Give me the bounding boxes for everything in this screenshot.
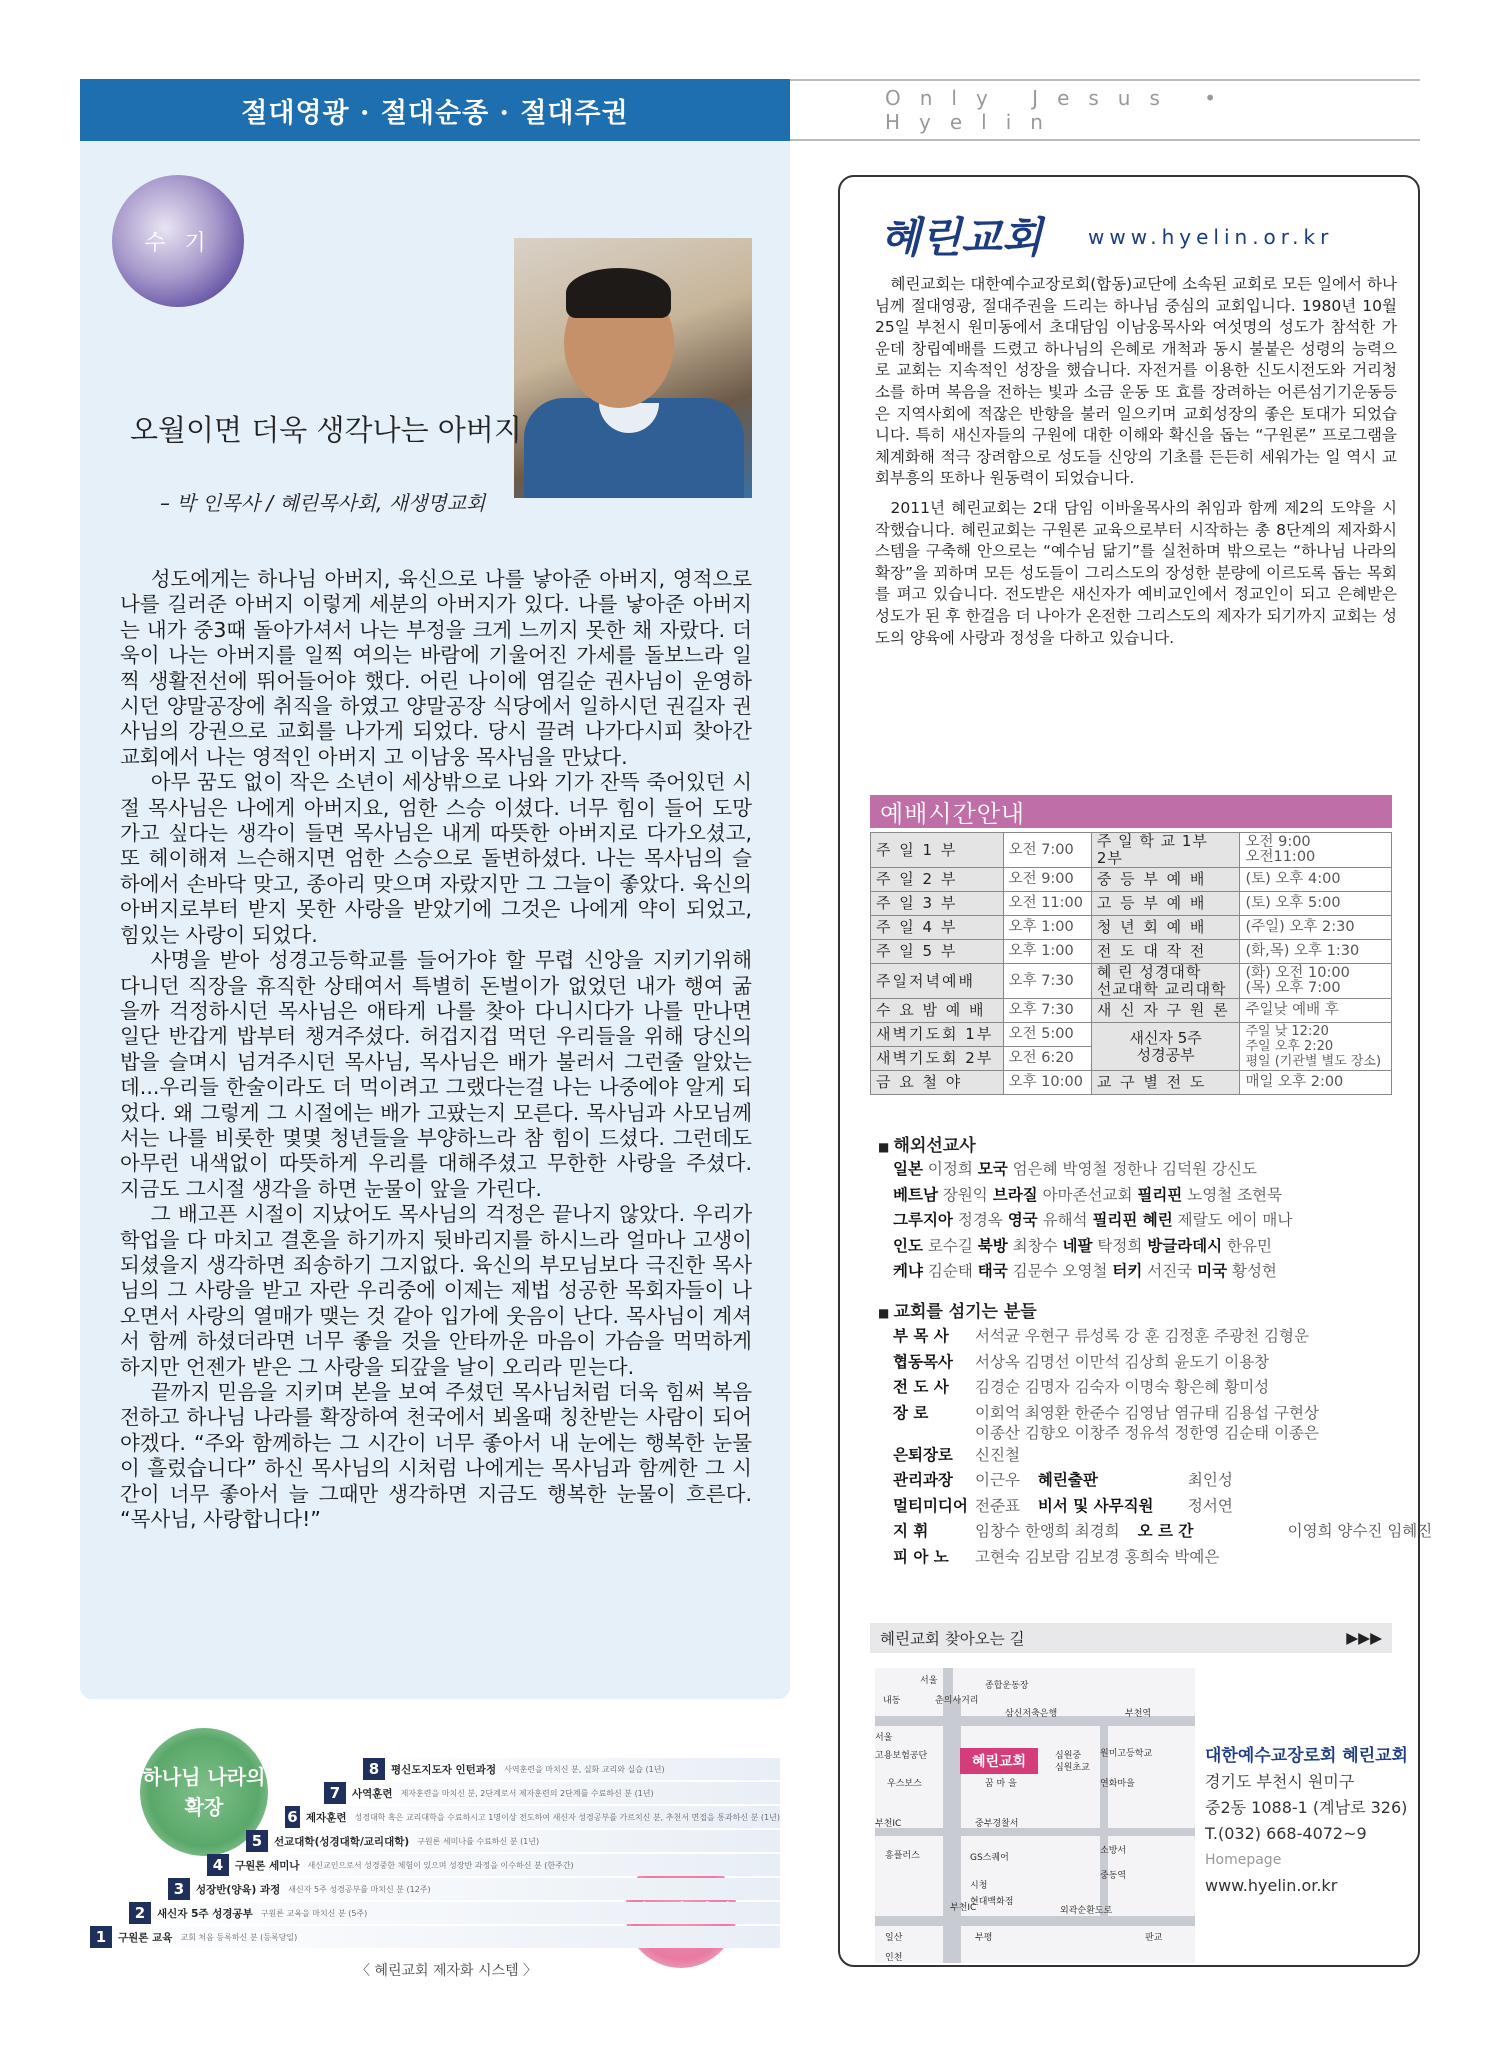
author-photo — [514, 238, 752, 498]
staff-role: 오 르 간 — [1137, 1522, 1194, 1540]
service-time: 주일 낮 12:20 주일 오후 2:20 평일 (기관별 별도 장소) — [1240, 1023, 1392, 1071]
staff-line — [893, 1350, 1432, 1376]
step-number: 4 — [207, 1854, 229, 1876]
map-label: 우스보스 — [887, 1779, 922, 1789]
staff-line — [893, 1375, 1432, 1401]
staff-names: 김경순 김명자 김숙자 이명숙 황은혜 황미성 — [975, 1378, 1270, 1396]
missionary-line — [893, 1183, 1292, 1209]
essay-body — [120, 567, 752, 1532]
missionary-line — [893, 1259, 1292, 1285]
missionary-names: 노영철 조현묵 — [1187, 1185, 1282, 1204]
step-name: 평신도지도자 인턴과정 — [391, 1763, 497, 1776]
ladder-step — [246, 1830, 780, 1852]
map-label: 판교 — [1145, 1933, 1163, 1943]
church-url[interactable]: www.hyelin.or.kr — [1088, 225, 1334, 249]
service-name: 새신자 5주 성경공부 — [1091, 1023, 1240, 1071]
map-label: 삼신저축은행 — [1005, 1709, 1058, 1719]
ladder-step — [129, 1902, 780, 1924]
missionary-names: 김문수 오영철 — [1012, 1262, 1108, 1280]
essay-byline: – 박 인목사 / 혜린목사회, 새생명교회 — [160, 491, 486, 515]
essay-paragraph: 사명을 받아 성경고등학교를 들어가야 할 무렵 신앙을 지키기위해 다니던 직장을 휴직한 상태여서 특별히 돈벌이가 없었던 내가 행여 굶을까 걱정하시던 목사님은 애타게 나를 찾아 다니시다가 나를 만나면 일단 반갑게 밥부터 챙겨주셨다. 허겁지겁 먹던 우리들을 위해 당신의 밥을 슬며시 넘겨주시던 목사님, 목사님은 배가 불러서 그런줄 알았는데...우리들 한술이라도 더 먹이려고 그랬다는걸 나는 나중에야 알게 되었다. 왜 그렇게 그 시절에는 배가 고팠는지 모른다. 목사님과 사모님께서는 나를 비롯한 몇몇 청년들을 부양하느라 참 힘이 드셨다. 그런데도 아무런 내색없이 따뜻하게 우리를 대해주셨고 무한한 사랑을 주셨다. 지금도 그시절 생각을 하면 눈물이 앞을 가린다. — [120, 948, 752, 1201]
missionary-country: 영국 — [1007, 1211, 1038, 1229]
map-label: 고용보험공단 — [875, 1751, 928, 1761]
service-time: 오전 9:00 — [1003, 868, 1091, 892]
missionary-names: 서진국 — [1147, 1262, 1193, 1280]
service-time: 오전 7:00 — [1003, 833, 1091, 868]
missionary-country: 그루지아 — [893, 1211, 953, 1229]
map-label: 춘의사거리 — [935, 1696, 979, 1706]
essay-paragraph: 아무 꿈도 없이 작은 소년이 세상밖으로 나와 기가 잔뜩 죽어있던 시절 목사님은 나에게 아버지요, 엄한 스승 이셨다. 너무 힘이 들어 도망가고 싶다는 생각이 들면 목사님은 내게 따뜻한 아버지로 다가오셨고, 또 헤이해져 느슨해지면 엄한 스승으로 돌변하셨다. 나는 목사님의 슬하에서 손바닥 맞고, 종아리 맞으며 자랐지만 그 그늘이 좋았다. 육신의 아버지로부터 받지 못한 사랑을 받았기에 그것은 나에게 약이 되었고, 힘있는 사랑이 되었다. — [120, 770, 752, 947]
missionary-country: 모국 — [977, 1160, 1008, 1178]
map-label: 중부경찰서 — [975, 1819, 1019, 1829]
address-line2: 중2동 1088-1 (계남로 326) — [1205, 1798, 1408, 1817]
staff-role: 은퇴장로 — [893, 1445, 953, 1464]
staff-role: 부 목 사 — [893, 1327, 949, 1345]
step-name: 구원론 교육 — [118, 1931, 173, 1944]
missionary-country: 필리핀 — [1137, 1185, 1183, 1204]
staff-names: 최인성 — [1187, 1471, 1233, 1489]
service-name: 주 일 학 교 1부 2부 — [1091, 833, 1240, 868]
schedule-row — [871, 1023, 1392, 1047]
ladder-step — [90, 1926, 780, 1948]
arrows-icon: ▶▶▶ — [1346, 1629, 1382, 1647]
service-time: (토) 오후 5:00 — [1240, 892, 1392, 916]
service-name: 주일저녁예배 — [871, 964, 1004, 999]
missionary-names: 최창수 — [1012, 1236, 1058, 1255]
schedule-row — [871, 892, 1392, 916]
essay-paragraph: 끝까지 믿음을 지키며 본을 보여 주셨던 목사님처럼 더욱 힘써 복음 전하고 하나님 나라를 확장하여 천국에서 뵈올때 칭찬받는 사람이 되어야겠다. “주와 함께하는 그 시간이 너무 좋아서 내 눈에는 행복한 눈물이 흘렀습니다” 하신 목사님의 시처럼 나에게는 목사님과 함께한 그 시간이 너무 좋아서 늘 그때만 생각하면 지금도 행복한 눈물이 흐른다. “목사님, 사랑합니다!” — [120, 1380, 752, 1532]
church-intro — [875, 274, 1397, 657]
missionary-names: 유해석 — [1042, 1211, 1088, 1229]
step-name: 제자훈련 — [305, 1811, 347, 1824]
staff-role: 협동목사 — [893, 1352, 953, 1371]
map-label: 흥플러스 — [885, 1851, 920, 1861]
map-label: 현대백화점 — [970, 1897, 1014, 1907]
missionary-names: 김순태 — [927, 1262, 973, 1280]
staff-names: 고현숙 김보람 김보경 홍희숙 박예은 — [975, 1547, 1220, 1566]
ladder-step — [168, 1878, 780, 1900]
staff-role: 전 도 사 — [893, 1378, 949, 1396]
service-time: 오전 6:20 — [1003, 1047, 1091, 1071]
service-time: 매일 오후 2:00 — [1240, 1071, 1392, 1095]
missionary-names: 제랄도 에이 매나 — [1177, 1211, 1293, 1229]
map-label: 원미고등학교 — [1100, 1749, 1153, 1759]
schedule-row — [871, 833, 1392, 868]
step-desc: 제자훈련을 마치신 분, 2단계로서 제자훈련의 2단계를 수료하신 분 (1년) — [400, 1788, 654, 1798]
staff-line — [893, 1401, 1432, 1443]
missionary-country: 필리핀 혜린 — [1092, 1211, 1173, 1229]
missionary-country: 북방 — [977, 1236, 1008, 1255]
service-name: 주 일 1 부 — [871, 833, 1004, 868]
step-number: 8 — [363, 1758, 385, 1780]
missionaries-title: ■ 해외선교사 — [878, 1131, 976, 1156]
schedule-table — [870, 832, 1392, 1095]
service-time: 오후 7:30 — [1003, 999, 1091, 1023]
missionary-names: 장원익 — [942, 1185, 988, 1204]
map-label: 내동 — [883, 1696, 901, 1706]
service-time: (화,목) 오후 1:30 — [1240, 940, 1392, 964]
missionary-line — [893, 1157, 1292, 1183]
map-label: 연화마을 — [1100, 1779, 1135, 1789]
service-name: 주 일 4 부 — [871, 916, 1004, 940]
service-time: (화) 오전 10:00 (목) 오후 7:00 — [1240, 964, 1392, 999]
missionary-country: 브라질 — [992, 1185, 1038, 1204]
missionary-country: 방글라데시 — [1147, 1236, 1223, 1255]
service-time: 오전 11:00 — [1003, 892, 1091, 916]
map-label: 심원초교 — [1055, 1763, 1090, 1773]
step-name: 새신자 5주 성경공부 — [157, 1907, 253, 1920]
location-map — [875, 1668, 1195, 1963]
staff-role: 멀티미디어 — [893, 1496, 968, 1515]
directions-header — [870, 1623, 1392, 1653]
map-label: 일산 — [885, 1933, 903, 1943]
missionary-country: 미국 — [1197, 1262, 1228, 1280]
map-label: 인천 — [885, 1953, 903, 1963]
service-name: 혜 린 성경대학 선교대학 교리대학 — [1091, 964, 1240, 999]
ladder-step — [324, 1782, 780, 1804]
step-number: 1 — [90, 1926, 112, 1948]
staff-title: ■ 교회를 섬기는 분들 — [878, 1297, 1037, 1322]
schedule-row — [871, 1071, 1392, 1095]
map-label: 부천역 — [1125, 1709, 1152, 1719]
staff-names: 전준표 — [975, 1496, 1020, 1515]
church-address — [1205, 1743, 1408, 1899]
missionary-country: 일본 — [893, 1160, 923, 1178]
staff-role: 비서 및 사무직원 — [1037, 1496, 1154, 1515]
intro-paragraph: 2011년 혜린교회는 2대 담임 이바울목사의 취임과 함께 제2의 도약을 시작했습니다. 혜린교회는 구원론 교육으로부터 시작하는 총 8단계의 제자화시스템을 구축해 안으로는 “예수님 닮기”를 실천하며 밖으로는 “하나님 나라의 확장”을 꾀하며 모든 성도들이 그리스도의 장성한 분량에 이르도록 돕는 목회를 펴고 있습니다. 전도받은 새신자가 예비교인에서 정교인이 되고 은혜받은 성도가 된 후 한걸음 더 나아가 온전한 그리스도의 제자가 되기까지 교회는 성도의 양육에 사랑과 정성을 다하고 있습니다. — [875, 498, 1397, 647]
staff-names: 이영희 양수진 임혜진 — [1287, 1522, 1433, 1540]
homepage-label: Homepage — [1205, 1852, 1282, 1868]
service-name: 주 일 5 부 — [871, 940, 1004, 964]
missionary-names: 아마존선교회 — [1042, 1185, 1133, 1204]
step-number: 2 — [129, 1902, 151, 1924]
map-label: 소방서 — [1100, 1846, 1127, 1856]
missionary-names: 엄은혜 박영철 정한나 김덕원 강신도 — [1012, 1160, 1257, 1178]
missionary-names: 탁정희 — [1097, 1236, 1143, 1255]
missionary-names: 로수길 — [927, 1236, 973, 1255]
service-name: 새벽기도회 2부 — [871, 1047, 1004, 1071]
address-name: 대한예수교장로회 혜린교회 — [1205, 1746, 1408, 1766]
address-line1: 경기도 부천시 원미구 — [1205, 1772, 1355, 1791]
schedule-title: 예배시간안내 — [870, 795, 1392, 828]
map-label: 부천IC — [950, 1903, 977, 1913]
map-label: 부평 — [975, 1933, 993, 1943]
missionary-country: 터키 — [1112, 1262, 1143, 1280]
staff-role: 지 휘 — [893, 1522, 929, 1540]
map-label: 종합운동장 — [985, 1681, 1029, 1691]
schedule-row — [871, 916, 1392, 940]
homepage-url[interactable]: www.hyelin.or.kr — [1205, 1876, 1338, 1895]
service-name: 전 도 대 작 전 — [1091, 940, 1240, 964]
essay-badge: 수 기 — [112, 175, 244, 307]
step-number: 5 — [246, 1830, 268, 1852]
step-number: 7 — [324, 1782, 346, 1804]
step-number: 3 — [168, 1878, 190, 1900]
missionary-names: 한유민 — [1227, 1236, 1272, 1255]
step-desc: 성경대학 혹은 교리대학을 수료하시고 1명이상 전도하여 새신자 성경공부를 가르치신 분, 추천서 면접을 통과하신 분 (1년) — [354, 1812, 780, 1822]
missionary-names: 황성현 — [1231, 1262, 1277, 1280]
staff-list — [893, 1324, 1432, 1570]
step-name: 성장반(양육) 과정 — [196, 1883, 281, 1896]
ladder-step — [363, 1758, 780, 1780]
staff-role: 혜린출판 — [1037, 1471, 1098, 1489]
map-label: 외곽순환도로 — [1060, 1906, 1113, 1916]
header-motto: 절대영광 · 절대순종 · 절대주권 — [80, 79, 790, 141]
service-name: 고 등 부 예 배 — [1091, 892, 1240, 916]
map-label: 중동역 — [1100, 1871, 1127, 1881]
missionary-country: 인도 — [893, 1236, 923, 1255]
staff-role: 장 로 — [893, 1403, 929, 1422]
step-desc: 구원론 교육을 마치신 분 (5주) — [260, 1908, 368, 1918]
missionary-names: 이정희 — [927, 1160, 973, 1178]
map-church-marker: 혜린교회 — [960, 1748, 1038, 1774]
map-label: 서울 — [875, 1733, 893, 1743]
step-desc: 구원론 세미나를 수료하신 분 (1년) — [417, 1836, 540, 1846]
address-phone: T.(032) 668-4072~9 — [1205, 1824, 1367, 1843]
intro-paragraph: 혜린교회는 대한예수교장로회(합동)교단에 소속된 교회로 모든 일에서 하나님께 절대영광, 절대주권을 드리는 하나님 중심의 교회입니다. 1980년 10월 25일 부천시 원미동에서 초대담임 이남웅목사와 여섯명의 성도가 참석한 가운데 창립예배를 드렸고 하나님의 은혜로 개척과 동시 불붙은 성령의 능력으로 교회는 지속적인 성장을 했습니다. 자전거를 이용한 신도시전도와 거리청소를 하며 복음을 전하는 빛과 소금 운동 또 효를 장려하는 어른섬기기운동등은 지역사회에 적잖은 반향을 불러 일으키며 교회성장의 좋은 토대가 되었습니다. 특히 새신자들의 구원에 대한 이해와 확신을 돕는 “구원론” 프로그램을 체계화해 적극 장려함으로 성도들 신앙의 기초를 든든히 세워가는 일 역시 교회부흥의 또하나 원동력이 되었습니다. — [875, 275, 1397, 488]
staff-line — [893, 1519, 1432, 1545]
missionary-line — [893, 1234, 1292, 1260]
service-name: 중 등 부 예 배 — [1091, 868, 1240, 892]
staff-line — [893, 1468, 1432, 1494]
service-name: 교 구 별 전 도 — [1091, 1071, 1240, 1095]
map-label: 심원중 — [1055, 1751, 1082, 1761]
staff-line — [893, 1494, 1432, 1520]
church-logo: 혜린교회 — [880, 213, 1043, 262]
schedule-row — [871, 964, 1392, 999]
map-label: GS스퀘어 — [970, 1853, 1009, 1863]
missionary-names: 정경옥 — [957, 1211, 1003, 1229]
staff-names: 정서연 — [1187, 1496, 1233, 1515]
ladder-step — [207, 1854, 780, 1876]
discipleship-ladder — [80, 1728, 790, 1978]
step-name: 사역훈련 — [352, 1787, 393, 1800]
missionary-country: 베트남 — [893, 1185, 938, 1204]
service-name: 청 년 회 예 배 — [1091, 916, 1240, 940]
staff-names: 신진철 — [975, 1445, 1020, 1464]
service-time: 오전 5:00 — [1003, 1023, 1091, 1047]
service-time: 오전 9:00 오전11:00 — [1240, 833, 1392, 868]
staff-names: 서상옥 김명선 이만석 김상희 윤도기 이용창 — [975, 1352, 1270, 1371]
missionary-country: 태국 — [977, 1262, 1008, 1280]
step-desc: 새신교인으로서 성경중한 체험이 있으며 성장반 과정을 이수하신 분 (한주간) — [307, 1860, 574, 1870]
step-name: 선교대학(성경대학/교리대학) — [274, 1835, 410, 1848]
map-label: 시청 — [970, 1881, 988, 1891]
service-time: (토) 오후 4:00 — [1240, 868, 1392, 892]
missionaries-list — [893, 1157, 1292, 1285]
step-desc: 새신자 5주 성경공부를 마치신 분 (12주) — [288, 1884, 431, 1894]
step-name: 구원론 세미나 — [235, 1859, 300, 1872]
directions-title: 혜린교회 찾아오는 길 — [880, 1630, 1025, 1648]
service-time: 오후 1:00 — [1003, 940, 1091, 964]
service-name: 새 신 자 구 원 론 — [1091, 999, 1240, 1023]
ladder-caption: 〈 혜린교회 제자화 시스템 〉 — [356, 1963, 538, 1979]
essay-paragraph: 그 배고픈 시절이 지났어도 목사님의 걱정은 끝나지 않았다. 우리가 학업을 다 마치고 결혼을 하기까지 뒷바리지를 하시느라 얼마나 고생이 되셨을지 생각하면 죄송하기 그지없다. 육신의 부모님보다 극진한 목사님의 그 사랑을 받고 자란 우리중에 이제는 제법 성공한 목회자들이 나오면서 사랑의 열매가 맺는 것 같아 입가에 웃음이 난다. 목사님이 계셔서 함께 하셨더라면 너무 좋을 것을 안타까운 마음이 가슴을 먹먹하게 하지만 언젠가 받은 그 사랑을 되갚을 날이 오리라 믿는다. — [120, 1202, 752, 1379]
staff-role: 피 아 노 — [893, 1547, 949, 1566]
staff-role: 관리과장 — [893, 1471, 953, 1489]
service-time: 오후 1:00 — [1003, 916, 1091, 940]
schedule-row — [871, 940, 1392, 964]
missionary-country: 네팔 — [1062, 1236, 1093, 1255]
step-desc: 사역훈련을 마치신 분, 실화 교리와 실습 (1년) — [504, 1764, 665, 1774]
step-desc: 교회 처음 등록하신 분 (등록당일) — [180, 1932, 298, 1942]
staff-names: 임창수 한앵희 최경희 — [975, 1522, 1120, 1540]
missionary-line — [893, 1208, 1292, 1234]
service-time: 주일낮 예배 후 — [1240, 999, 1392, 1023]
kingdom-circle: 하나님 나라의 확장 — [140, 1728, 268, 1856]
staff-line — [893, 1545, 1432, 1571]
map-label: 서울 — [920, 1676, 938, 1686]
map-label: 부천IC — [875, 1819, 902, 1829]
staff-names: 서석균 우현구 류성록 강 훈 김정훈 주광천 김형운 — [975, 1327, 1309, 1345]
service-time: (주일) 오후 2:30 — [1240, 916, 1392, 940]
service-name: 주 일 3 부 — [871, 892, 1004, 916]
header-tagline: Only Jesus • Hyelin — [790, 79, 1420, 141]
service-time: 오후 7:30 — [1003, 964, 1091, 999]
schedule-row — [871, 999, 1392, 1023]
staff-line — [893, 1324, 1432, 1350]
map-label: 꿈 마 을 — [985, 1779, 1017, 1789]
service-name: 주 일 2 부 — [871, 868, 1004, 892]
staff-names: 이회억 최영환 한준수 김영남 염규태 김용섭 구현상 이종산 김향오 이창주 정유석 정한영 김순태 이종은 — [975, 1403, 1319, 1442]
ladder-step — [285, 1806, 780, 1828]
service-name: 새벽기도회 1부 — [871, 1023, 1004, 1047]
step-number: 6 — [285, 1806, 300, 1828]
service-time: 오후 10:00 — [1003, 1071, 1091, 1095]
service-name: 수 요 밤 예 배 — [871, 999, 1004, 1023]
essay-paragraph: 성도에게는 하나님 아버지, 육신으로 나를 낳아준 아버지, 영적으로 나를 길러준 아버지 이렇게 세분의 아버지가 있다. 나를 낳아준 아버지는 내가 중3때 돌아가셔서 나는 부정을 크게 느끼지 못한 채 자랐다. 더욱이 나는 아버지를 일찍 여의는 바람에 기울어진 가세를 돌보느라 일찍 생활전선에 뛰어들어야 했다. 어린 나이에 염길순 권사님이 운영하시던 양말공장에 취직을 하였고 양말공장 식당에서 일하시던 권길자 권사님의 강권으로 교회를 나가게 되었다. 당시 끌려 나가다시피 찾아간 교회에서 나는 영적인 아버지 고 이남웅 목사님을 만났다. — [120, 567, 752, 769]
service-name: 금 요 철 야 — [871, 1071, 1004, 1095]
essay-title: 오월이면 더욱 생각나는 아버지 — [130, 413, 522, 447]
schedule-row — [871, 868, 1392, 892]
staff-names: 이근우 — [975, 1471, 1020, 1489]
staff-line — [893, 1443, 1432, 1469]
missionary-country: 케냐 — [893, 1262, 923, 1280]
